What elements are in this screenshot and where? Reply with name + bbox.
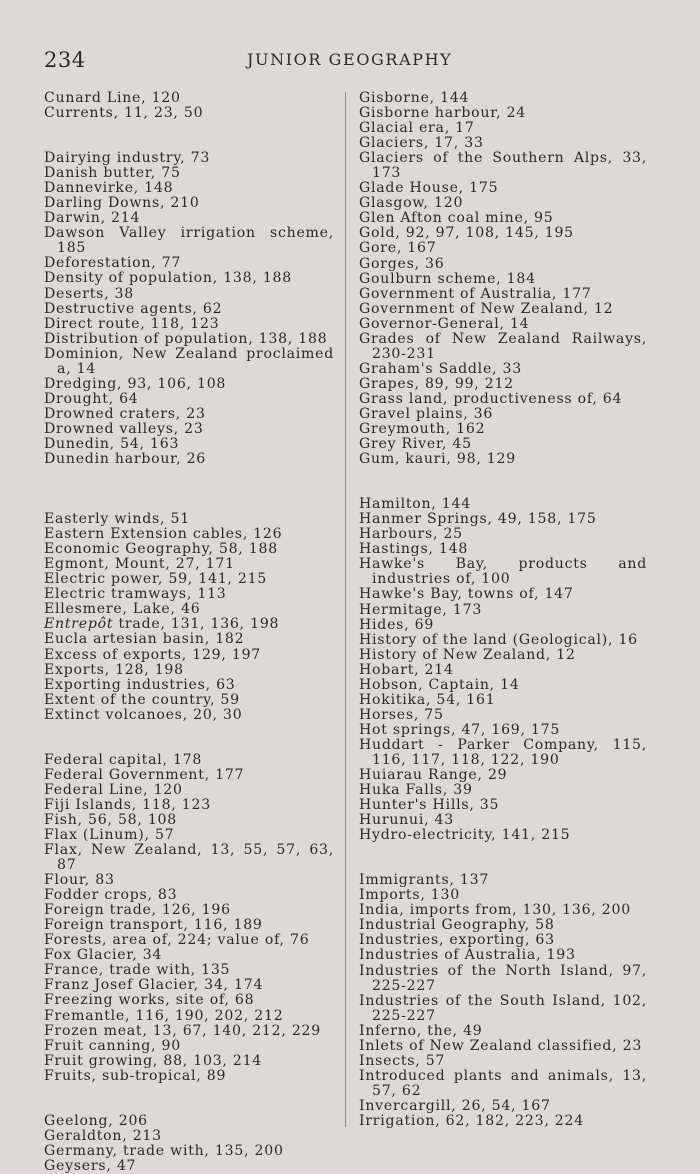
entrepot-pages: trade, 131, 136, 198	[113, 616, 280, 633]
index-entry: Direct route, 118, 123	[44, 315, 220, 332]
index-entry: Federal capital, 178	[44, 751, 203, 768]
index-entry: Fruit canning, 90	[44, 1037, 181, 1054]
index-entry: Gore, 167	[359, 240, 437, 257]
index-entry: Industrial Geography, 58	[359, 917, 555, 934]
index-entry: Dannevirke, 148	[44, 180, 174, 197]
index-entry	[44, 617, 334, 632]
index-entry: Eucla artesian basin, 182	[44, 631, 245, 648]
index-entry: Hunter's Hills, 35	[359, 797, 500, 814]
index-entry: Hamilton, 144	[359, 496, 471, 513]
index-entry: Inferno, the, 49	[359, 1022, 483, 1039]
index-entry: France, trade with, 135	[44, 962, 231, 979]
index-entry: Inlets of New Zealand classified, 23	[359, 1037, 643, 1054]
index-entry: History of New Zealand, 12	[359, 646, 576, 663]
index-group-e	[44, 512, 334, 723]
index-entry: Horses, 75	[359, 706, 444, 723]
index-entry: Danish butter, 75	[44, 165, 181, 182]
index-entry: Density of population, 138, 188	[44, 270, 292, 287]
index-entry: Industries of Australia, 193	[359, 947, 576, 964]
index-entry: Drowned craters, 23	[44, 405, 206, 422]
index-entry: Flour, 83	[44, 872, 115, 889]
index-entry: Geelong, 206	[44, 1112, 148, 1129]
index-entry: Industries of the North Island, 97, 225-227	[359, 962, 647, 994]
index-entry: Hobson, Captain, 14	[359, 676, 520, 693]
index-entry: Electric power, 59, 141, 215	[44, 571, 268, 588]
index-entry: Foreign transport, 116, 189	[44, 917, 263, 934]
index-group-g	[44, 1114, 334, 1174]
index-entry: Egmont, Mount, 27, 171	[44, 556, 235, 573]
index-entry: Fruit growing, 88, 103, 214	[44, 1052, 263, 1069]
index-entry: Gum, kauri, 98, 129	[359, 451, 516, 468]
index-entry: Franz Josef Glacier, 34, 174	[44, 977, 264, 994]
index-entry: Irrigation, 62, 182, 223, 224	[359, 1113, 584, 1129]
index-entry: Fish, 56, 58, 108	[44, 811, 177, 828]
index-entry: Geraldton, 213	[44, 1127, 162, 1144]
index-entry: Grass land, productiveness of, 64	[359, 390, 623, 407]
index-entry: Governor-General, 14	[359, 315, 530, 332]
index-entry: Hydro-electricity, 141, 215	[359, 827, 571, 844]
index-entry: Grapes, 89, 99, 212	[359, 375, 514, 392]
index-entry: Huiarau Range, 29	[359, 767, 508, 784]
index-entry: Cunard Line, 120	[44, 90, 181, 106]
index-entry: Immigrants, 137	[359, 872, 490, 889]
index-entry: Extent of the country, 59	[44, 691, 240, 708]
index-entry: Invercargill, 26, 54, 167	[359, 1097, 551, 1114]
index-entry: Excess of exports, 129, 197	[44, 646, 261, 663]
index-group-g	[359, 91, 647, 467]
index-entry: Hot springs, 47, 169, 175	[359, 721, 561, 738]
page-number: 234	[44, 48, 86, 72]
index-entry: Greymouth, 162	[359, 421, 486, 438]
index-entry: Government of Australia, 177	[359, 285, 592, 302]
index-entry: Easterly winds, 51	[44, 511, 190, 528]
index-entry: Extinct volcanoes, 20, 30	[44, 706, 243, 723]
index-entry: Fruits, sub-tropical, 89	[44, 1067, 227, 1084]
index-entry: Hokitika, 54, 161	[359, 691, 496, 708]
index-entry: Fiji Islands, 118, 123	[44, 796, 211, 813]
index-entry: Hurunui, 43	[359, 812, 454, 829]
index-entry: Freezing works, site of, 68	[44, 992, 255, 1009]
index-entry: Dairying industry, 73	[44, 150, 211, 167]
index-entry: Darling Downs, 210	[44, 195, 200, 212]
index-entry: Drowned valleys, 23	[44, 420, 204, 437]
index-entry: Exporting industries, 63	[44, 676, 236, 693]
index-column-right	[359, 91, 647, 1129]
index-entry: Glaciers of the Southern Alps, 33, 173	[359, 150, 647, 182]
index-entry: Geysers, 47	[44, 1157, 137, 1174]
index-entry: Huddart - Parker Company, 115, 116, 117, 118, 122, 190	[359, 736, 647, 768]
entrepot-italic-term: Entrepôt	[44, 616, 114, 633]
index-entry: Forests, area of, 224; value of, 76	[44, 932, 310, 949]
index-entry: Destructive agents, 62	[44, 300, 223, 317]
index-entry: Economic Geography, 58, 188	[44, 541, 278, 558]
index-entry: Gisborne harbour, 24	[359, 105, 527, 122]
index-entry: Federal Line, 120	[44, 781, 183, 798]
index-entry: Deserts, 38	[44, 285, 134, 302]
index-entry: Glen Afton coal mine, 95	[359, 210, 554, 227]
index-group-i	[359, 873, 647, 1129]
index-entry: Flax (Linum), 57	[44, 826, 175, 843]
index-entry: Harbours, 25	[359, 526, 463, 543]
index-entry: Foreign trade, 126, 196	[44, 902, 231, 919]
index-entry: Gold, 92, 97, 108, 145, 195	[359, 225, 574, 242]
index-entry: Glade House, 175	[359, 180, 499, 197]
index-entry: Distribution of population, 138, 188	[44, 330, 328, 347]
index-entry: Gisborne, 144	[359, 90, 470, 106]
column-divider	[345, 92, 346, 1127]
index-entry: Germany, trade with, 135, 200	[44, 1142, 284, 1159]
index-entry: Insects, 57	[359, 1052, 446, 1069]
index-entry: Dawson Valley irrigation scheme, 185	[44, 225, 334, 257]
index-entry: Grades of New Zealand Railways, 230-231	[359, 330, 647, 362]
index-entry: Dunedin, 54, 163	[44, 435, 180, 452]
index-entry: Darwin, 214	[44, 210, 141, 227]
index-entry: Dunedin harbour, 26	[44, 451, 207, 468]
index-group-f	[44, 753, 334, 1084]
index-entry: Glacial era, 17	[359, 120, 475, 137]
index-entry: Hawke's Bay, products and industries of, 100	[359, 556, 647, 588]
index-entry: Glasgow, 120	[359, 195, 464, 212]
index-entry: Dredging, 93, 106, 108	[44, 375, 227, 392]
index-entry: Electric tramways, 113	[44, 586, 227, 603]
index-entry: Glaciers, 17, 33	[359, 135, 484, 152]
index-column-left	[44, 91, 334, 1174]
index-entry: India, imports from, 130, 136, 200	[359, 902, 631, 919]
index-entry: Flax, New Zealand, 13, 55, 57, 63, 87	[44, 842, 334, 874]
index-entry: Dominion, New Zealand proclaimed a, 14	[44, 345, 334, 377]
index-entry: Gorges, 36	[359, 255, 445, 272]
index-entry: Goulburn scheme, 184	[359, 270, 536, 287]
index-entry: History of the land (Geological), 16	[359, 631, 638, 648]
index-entry: Ellesmere, Lake, 46	[44, 601, 201, 618]
index-entry: Federal Government, 177	[44, 766, 245, 783]
index-entry: Eastern Extension cables, 126	[44, 526, 283, 543]
index-entry: Grey River, 45	[359, 436, 472, 453]
index-entry: Exports, 128, 198	[44, 661, 184, 678]
index-entry: Industries, exporting, 63	[359, 932, 555, 949]
index-group-d	[44, 151, 334, 467]
index-entry: Deforestation, 77	[44, 255, 182, 272]
index-entry: Imports, 130	[359, 887, 460, 904]
index-entry: Hanmer Springs, 49, 158, 175	[359, 511, 597, 528]
index-entry: Fremantle, 116, 190, 202, 212	[44, 1007, 284, 1024]
index-entry: Drought, 64	[44, 390, 139, 407]
index-entry: Hermitage, 173	[359, 601, 483, 618]
index-entry: Hobart, 214	[359, 661, 454, 678]
index-entry: Hawke's Bay, towns of, 147	[359, 586, 574, 603]
index-entry: Currents, 11, 23, 50	[44, 105, 204, 122]
index-entry: Hides, 69	[359, 616, 435, 633]
index-entry: Huka Falls, 39	[359, 782, 473, 799]
index-entry: Government of New Zealand, 12	[359, 300, 614, 317]
index-entry: Industries of the South Island, 102, 225-227	[359, 992, 647, 1024]
index-entry: Gravel plains, 36	[359, 405, 494, 422]
index-entry: Frozen meat, 13, 67, 140, 212, 229	[44, 1022, 321, 1039]
running-title: JUNIOR GEOGRAPHY	[247, 50, 453, 69]
index-entry: Graham's Saddle, 33	[359, 360, 522, 377]
index-entry: Fodder crops, 83	[44, 887, 178, 904]
index-entry: Introduced plants and animals, 13, 57, 62	[359, 1067, 647, 1099]
index-group	[44, 91, 334, 121]
index-group-h	[359, 497, 647, 843]
index-entry: Fox Glacier, 34	[44, 947, 163, 964]
index-entry: Hastings, 148	[359, 541, 469, 558]
